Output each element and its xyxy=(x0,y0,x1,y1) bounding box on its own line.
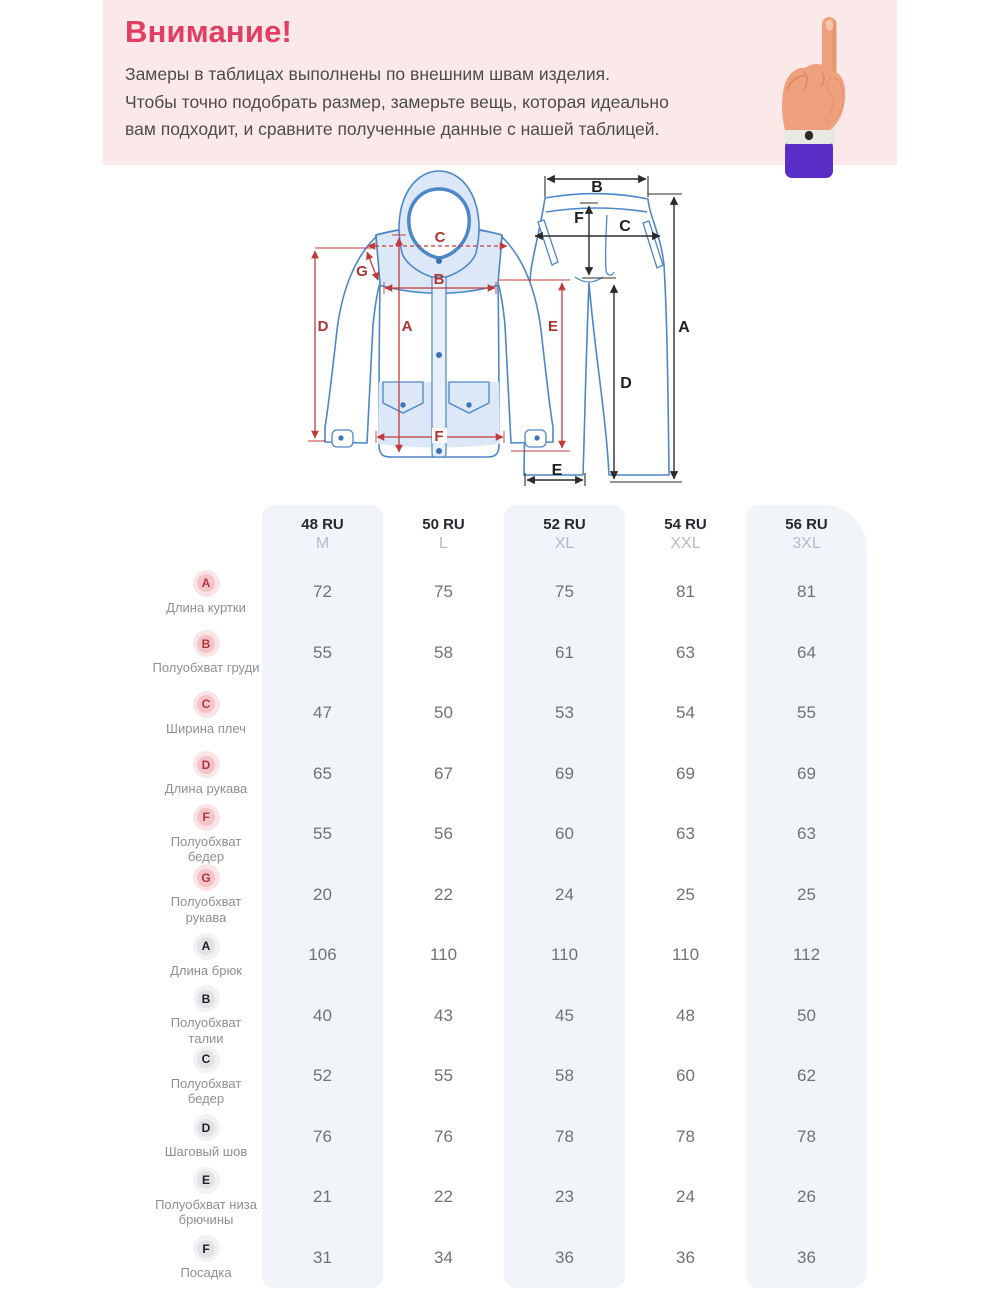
size-value-cell: 36 xyxy=(555,1247,574,1267)
banner-title: Внимание! xyxy=(125,14,293,49)
measurement-name: Шаговый шов xyxy=(164,1144,248,1159)
size-value-cell: 78 xyxy=(555,1126,574,1146)
size-intl-label: XL xyxy=(554,535,575,552)
measurement-label-cell xyxy=(150,986,262,1047)
measurement-letter-badge xyxy=(193,1046,220,1073)
size-value-cell: 69 xyxy=(676,763,695,783)
size-value-cell: 81 xyxy=(676,582,695,602)
measurement-letter-badge xyxy=(193,570,220,597)
measurement-letter: G xyxy=(197,869,215,887)
measurement-label-cell xyxy=(150,925,262,986)
measurement-name: Полуобхват бедер xyxy=(170,833,242,865)
measurement-name: Посадка xyxy=(180,1265,232,1280)
size-column-header xyxy=(625,505,746,562)
measurement-name: Полуобхват груди xyxy=(152,660,260,675)
size-value-cell: 60 xyxy=(676,1066,695,1086)
size-value-cell: 110 xyxy=(429,945,458,965)
size-value-cell: 63 xyxy=(797,824,816,844)
size-intl-label: 3XL xyxy=(792,535,821,552)
measurement-letter-badge xyxy=(193,751,220,778)
measurement-name: Полуобхват рукава xyxy=(170,894,242,925)
size-value-cell: 69 xyxy=(555,763,574,783)
measurement-letter: A xyxy=(197,574,215,592)
size-value-cell: 22 xyxy=(434,1187,453,1207)
measurement-label-cell xyxy=(150,1107,262,1168)
measurement-letter-badge xyxy=(193,804,220,831)
hand-fist xyxy=(782,17,845,130)
size-ru-label: 52 RU xyxy=(543,516,586,533)
size-value-cell: 56 xyxy=(434,824,453,844)
measurement-letter: A xyxy=(197,937,215,955)
size-value-cell: 75 xyxy=(555,582,574,602)
size-column-header xyxy=(383,505,504,562)
measurement-label-cell xyxy=(150,683,262,744)
size-value-cell: 22 xyxy=(434,884,453,904)
size-value-cell: 55 xyxy=(797,703,816,723)
size-value-cell: 78 xyxy=(797,1126,816,1146)
size-column-header xyxy=(262,505,383,562)
measurement-letter-badge xyxy=(193,985,220,1012)
size-value-cell: 65 xyxy=(313,763,332,783)
size-value-cell: 58 xyxy=(555,1066,574,1086)
measurement-label-cell xyxy=(150,804,262,865)
size-value-cell: 62 xyxy=(797,1066,816,1086)
pants-measure-letter-a: A xyxy=(678,319,690,336)
size-value-cell: 36 xyxy=(676,1247,695,1267)
jacket-measure-letter-g: G xyxy=(356,263,368,280)
measurement-name: Длина рукава xyxy=(164,781,248,796)
size-value-cell: 110 xyxy=(550,945,579,965)
size-value-cell: 55 xyxy=(313,642,332,662)
size-ru-label: 56 RU xyxy=(785,516,828,533)
size-value-cell: 53 xyxy=(555,703,574,723)
measurement-letter: C xyxy=(197,695,215,713)
size-value-cell: 34 xyxy=(434,1247,453,1267)
size-value-cell: 55 xyxy=(313,824,332,844)
measurement-letter: E xyxy=(197,1171,215,1189)
size-value-cell: 31 xyxy=(313,1247,332,1267)
size-value-cell: 48 xyxy=(676,1005,695,1025)
measurement-label-cell xyxy=(150,1046,262,1107)
jacket-measure-letter-e: E xyxy=(547,318,559,335)
measurement-letter: B xyxy=(197,635,215,653)
measurement-label-cell xyxy=(150,623,262,684)
size-value-cell: 26 xyxy=(797,1187,816,1207)
size-value-cell: 81 xyxy=(797,582,816,602)
jacket-measure-letter-a: A xyxy=(401,318,413,335)
size-value-cell: 20 xyxy=(313,884,332,904)
cuff-button xyxy=(805,131,813,140)
size-intl-label: M xyxy=(315,535,330,552)
measurement-letter-badge xyxy=(193,1235,220,1262)
measurement-letter-badge xyxy=(193,630,220,657)
measurement-name: Полуобхват низа брючины xyxy=(155,1196,257,1228)
size-value-cell: 106 xyxy=(308,945,337,965)
size-value-cell: 45 xyxy=(555,1005,574,1025)
banner-text-line2: Чтобы точно подобрать размер, замерьте вещь, которая идеально xyxy=(125,91,669,112)
size-value-cell: 54 xyxy=(676,703,695,723)
size-value-cell: 50 xyxy=(434,703,453,723)
size-value-cell: 112 xyxy=(792,945,821,965)
size-value-cell: 58 xyxy=(434,642,453,662)
measurement-name: Ширина плеч xyxy=(166,720,246,736)
banner-text-line1: Замеры в таблицах выполнены по внешним швам изделия. xyxy=(125,64,610,84)
measurement-label-cell xyxy=(150,744,262,805)
measurement-label-cell xyxy=(150,1167,262,1228)
size-value-cell: 55 xyxy=(434,1066,453,1086)
measurement-letter-badge xyxy=(193,933,220,960)
jacket-measure-letter-d: D xyxy=(317,318,329,335)
size-value-cell: 69 xyxy=(797,763,816,783)
size-value-cell: 43 xyxy=(434,1005,453,1025)
measurement-letter: B xyxy=(197,990,215,1008)
hand-sleeve xyxy=(785,140,833,178)
size-value-cell: 52 xyxy=(313,1066,332,1086)
jacket-measure-letter-b: B xyxy=(433,271,445,288)
size-ru-label: 50 RU xyxy=(422,516,465,533)
size-value-cell: 47 xyxy=(313,703,332,723)
measurement-label-cell xyxy=(150,1228,262,1289)
size-value-cell: 110 xyxy=(671,945,700,965)
size-value-cell: 24 xyxy=(555,884,574,904)
size-value-cell: 36 xyxy=(797,1247,816,1267)
size-value-cell: 75 xyxy=(434,582,453,602)
size-value-cell: 76 xyxy=(313,1126,332,1146)
size-value-cell: 21 xyxy=(313,1187,332,1207)
measurement-label-cell xyxy=(150,865,262,926)
measurement-letter-badge xyxy=(193,691,220,718)
measurement-letter: D xyxy=(197,1119,215,1137)
measurement-letter-badge xyxy=(193,1114,220,1141)
size-table xyxy=(150,505,867,1288)
size-intl-label: XXL xyxy=(670,535,701,552)
jacket-measure-letter-c: C xyxy=(434,229,446,246)
pants-measure-letter-e: E xyxy=(551,462,563,479)
pants-measure-letter-f: F xyxy=(574,210,584,227)
size-column-header xyxy=(504,505,625,562)
size-value-cell: 25 xyxy=(797,884,816,904)
size-value-cell: 60 xyxy=(555,824,574,844)
size-value-cell: 67 xyxy=(434,763,453,783)
pants-measure-letter-c: C xyxy=(619,218,631,235)
pants-measure-letter-b: B xyxy=(591,179,603,196)
size-value-cell: 23 xyxy=(555,1187,574,1207)
measurement-label-cell xyxy=(150,562,262,623)
banner-text xyxy=(125,61,669,144)
size-value-cell: 64 xyxy=(797,642,816,662)
size-ru-label: 48 RU xyxy=(301,516,344,533)
jacket-measure-letter-f: F xyxy=(434,428,444,445)
measurement-name: Полуобхват талии xyxy=(170,1015,242,1046)
banner-text-line3: вам подходит, и сравните полученные данные с нашей таблицей. xyxy=(125,119,660,139)
pointing-hand-icon xyxy=(772,10,858,180)
measurement-name: Длина куртки xyxy=(166,599,246,615)
pants-measure-letter-d: D xyxy=(620,375,632,392)
size-value-cell: 25 xyxy=(676,884,695,904)
jacket-drawing xyxy=(325,171,553,457)
size-value-cell: 61 xyxy=(555,642,574,662)
size-intl-label: L xyxy=(439,535,448,552)
measurement-letter: D xyxy=(197,756,215,774)
size-value-cell: 40 xyxy=(313,1005,332,1025)
size-value-cell: 24 xyxy=(676,1187,695,1207)
measurement-name: Полуобхват бедер xyxy=(170,1075,242,1107)
measurement-letter: F xyxy=(197,1240,215,1258)
measurement-letter: C xyxy=(197,1050,215,1068)
measurement-letter: F xyxy=(197,808,215,826)
size-value-cell: 63 xyxy=(676,642,695,662)
measurement-name: Длина брюк xyxy=(170,962,242,978)
measurement-letter-badge xyxy=(193,864,220,891)
size-value-cell: 50 xyxy=(797,1005,816,1025)
size-value-cell: 72 xyxy=(313,582,332,602)
size-ru-label: 54 RU xyxy=(664,516,707,533)
size-value-cell: 63 xyxy=(676,824,695,844)
measurement-letter-badge xyxy=(193,1167,220,1194)
size-value-cell: 78 xyxy=(676,1126,695,1146)
size-column-header xyxy=(746,505,867,562)
measurement-diagram xyxy=(280,165,720,500)
size-value-cell: 76 xyxy=(434,1126,453,1146)
